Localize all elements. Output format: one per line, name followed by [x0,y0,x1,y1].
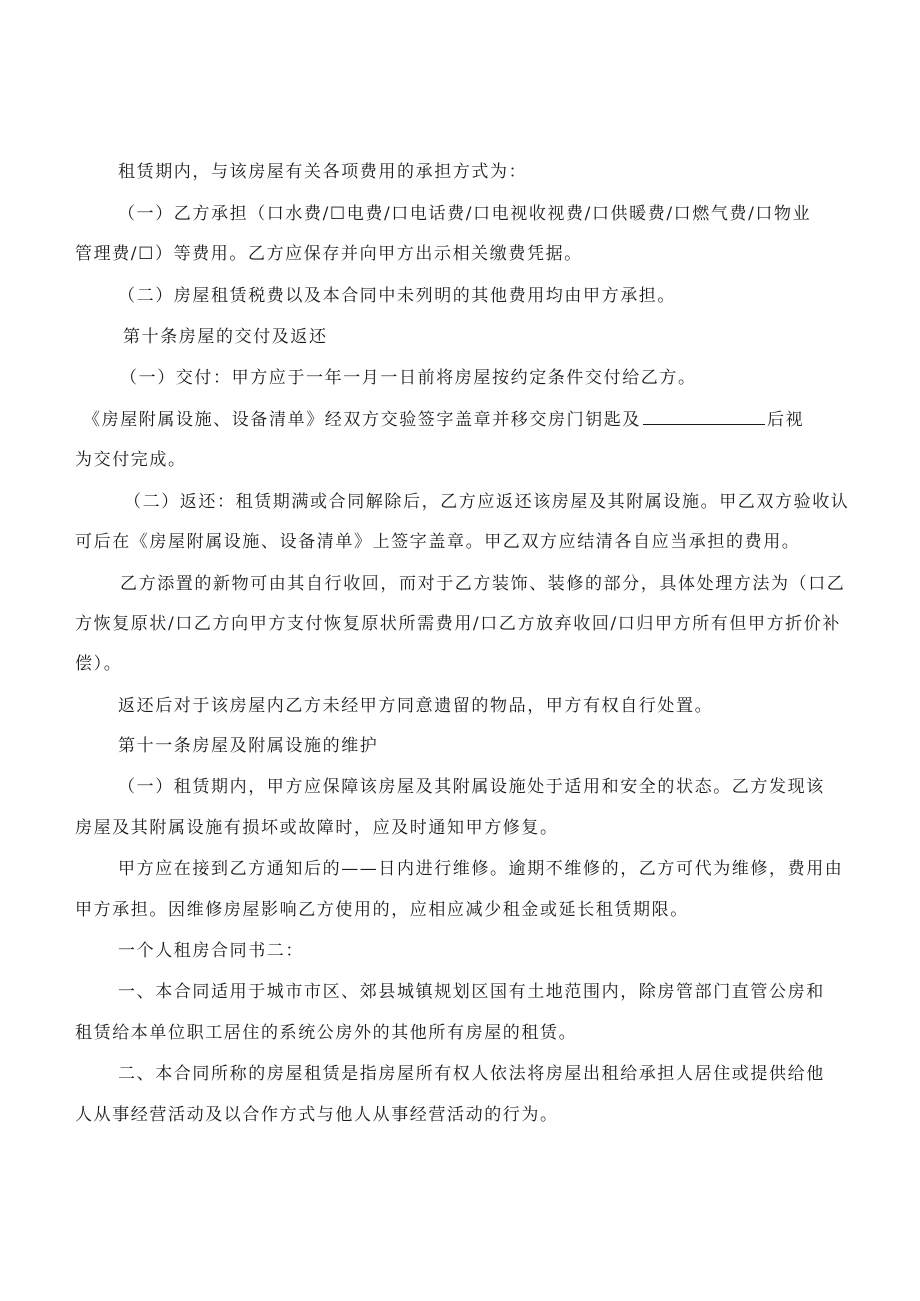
paragraph-line: 租赁给本单位职工居住的系统公房外的其他所有房屋的租赁。 [75,1023,578,1043]
paragraph-line: （二）房屋租赁税费以及本合同中未列明的其他费用均由甲方承担。 [118,286,676,306]
paragraph-text: 后视 [767,410,805,430]
paragraph-line: 返还后对于该房屋内乙方未经甲方同意遗留的物品，甲方有权自行处置。 [118,696,714,716]
paragraph-line: （一）租赁期内，甲方应保障该房屋及其附属设施处于适用和安全的状态。乙方发现该 [118,777,825,797]
paragraph-line: 二、本合同所称的房屋租赁是指房屋所有权人依法将房屋出租给承担人居住或提供给他 [118,1064,825,1084]
paragraph-line: 甲方应在接到乙方通知后的——日内进行维修。逾期不维修的，乙方可代为维修，费用由 [118,859,844,879]
paragraph-line: 人从事经营活动及以合作方式与他人从事经营活动的行为。 [75,1105,559,1125]
paragraph-line: 可后在《房屋附属设施、设备清单》上签字盖章。甲乙双方应结清各自应当承担的费用。 [75,532,801,552]
paragraph-line: 一、本合同适用于城市市区、郊县城镇规划区国有土地范围内，除房管部门直管公房和 [118,982,825,1002]
section-heading: 第十一条房屋及附属设施的维护 [118,736,379,756]
section-heading: 一个人租房合同书二： [118,941,304,961]
paragraph-line: 房屋及其附属设施有损坏或故障时，应及时通知甲方修复。 [75,818,559,838]
paragraph-line: 为交付完成。 [75,450,187,470]
paragraph-text: 《房屋附属设施、设备清单》经双方交验签字盖章并移交房门钥匙及 [83,410,641,430]
paragraph-line: 乙方添置的新物可由其自行收回，而对于乙方装饰、装修的部分，具体处理方法为（口乙 [120,574,846,594]
fill-in-blank [643,408,765,425]
paragraph-line: （一）乙方承担（口水费/☐电费/口电话费/口电视收视费/口供暖费/口燃气费/口物业 [118,204,812,224]
paragraph-line [83,408,804,432]
paragraph-line: 方恢复原状/口乙方向甲方支付恢复原状所需费用/口乙方放弃收回/口归甲方所有但甲方折价补 [75,614,841,634]
paragraph-line: （一）交付：甲方应于一年一月一日前将房屋按约定条件交付给乙方。 [120,368,697,388]
paragraph-line: 租赁期内，与该房屋有关各项费用的承担方式为： [118,162,528,182]
paragraph-line: 甲方承担。因维修房屋影响乙方使用的，应相应减少租金或延长租赁期限。 [75,900,689,920]
paragraph-line: 偿）。 [75,654,123,674]
paragraph-line: （二）返还：租赁期满或合同解除后，乙方应返还该房屋及其附属设施。甲乙双方验收认 [124,492,850,512]
section-heading: 第十条房屋的交付及返还 [123,327,328,347]
paragraph-line: 管理费/☐）等费用。乙方应保存并向甲方出示相关缴费凭据。 [75,244,583,264]
